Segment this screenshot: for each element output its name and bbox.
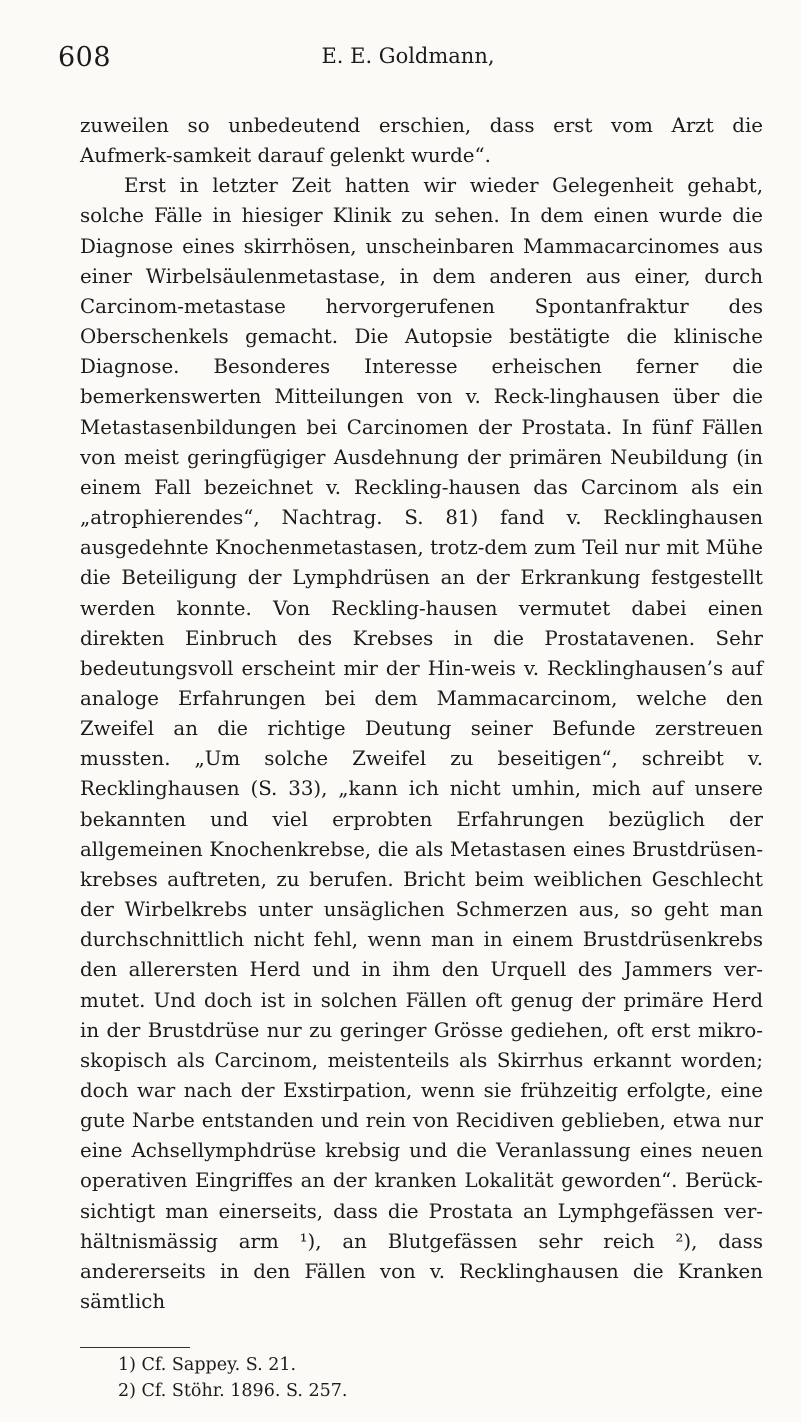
page-header [58, 38, 758, 78]
body-text [80, 111, 763, 1317]
footnote-divider [80, 1347, 190, 1348]
footnote-1: 1) Cf. Sappey. S. 21. [118, 1355, 297, 1375]
running-title: E. E. Goldmann, [321, 44, 495, 68]
paragraph-main: Erst in letzter Zeit hatten wir wieder Gelegenheit gehabt, solche Fälle in hiesiger Klinik zu sehen. In dem einen wurde die Diagnose eines skirrhösen, unscheinbaren Mammacarcinomes aus einer Wirbelsäulenmetastase, in dem anderen aus einer, durch Carcinom-metastase hervorgerufenen Spontanfraktur des Oberschenkels gemacht. Die Autopsie bestätigte die klinische Diagnose. Besonderes Interesse erheischen ferner die bemerkenswerten Mitteilungen von v. Reck-linghausen über die Metastasenbildungen bei Carcinomen der Prostata. In fünf Fällen von meist geringfügiger Ausdehnung der primären Neubildung (in einem Fall bezeichnet v. Reckling-hausen das Carcinom als ein „atrophierendes“, Nachtrag. S. 81) fand v. Recklinghausen ausgedehnte Knochenmetastasen, trotz-dem zum Teil nur mit Mühe die Beteiligung der Lymphdrüsen an der Erkrankung festgestellt werden konnte. Von Reckling-hausen vermutet dabei einen direkten Einbruch des Krebses in die Prostatavenen. Sehr bedeutungsvoll erscheint mir der Hin-weis v. Recklinghausen’s auf analoge Erfahrungen bei dem Mammacarcinom, welche den Zweifel an die richtige Deutung seiner Befunde zerstreuen mussten. „Um solche Zweifel zu beseitigen“, schreibt v. Recklinghausen (S. 33), „kann ich nicht umhin, mich auf unsere bekannten und viel erprobten Erfahrungen bezüglich der allgemeinen Knochenkrebse, die als Metastasen eines Brustdrüsen-krebses auftreten, zu berufen. Bricht beim weiblichen Geschlecht der Wirbelkrebs unter unsäglichen Schmerzen aus, so geht man durchschnittlich nicht fehl, wenn man in einem Brustdrüsenkrebs den allerersten Herd und in ihm den Urquell des Jammers ver-mutet. Und doch ist in solchen Fällen oft genug der primäre Herd in der Brustdrüse nur zu geringer Grösse gediehen, oft erst mikro-skopisch als Carcinom, meistenteils als Skirrhus erkannt worden; doch war nach der Exstirpation, wenn sie frühzeitig erfolgte, eine gute Narbe entstanden und rein von Recidiven geblieben, etwa nur eine Achsellymphdrüse krebsig und die Veranlassung eines neuen operativen Eingriffes an der kranken Lokalität geworden“. Berück-sichtigt man einerseits, dass die Prostata an Lymphgefässen ver-hältnismässig arm ¹), an Blutgefässen sehr reich ²), dass andererseits in den Fällen von v. Recklinghausen die Kranken sämtlich [80, 174, 763, 1314]
paragraph-continuation: zuweilen so unbedeutend erschien, dass erst vom Arzt die Aufmerk-samkeit darauf gelenkt wurde“. [80, 114, 763, 168]
footnotes [118, 1352, 718, 1404]
page-number: 608 [58, 42, 112, 73]
footnote-2: 2) Cf. Stöhr. 1896. S. 257. [118, 1381, 348, 1401]
